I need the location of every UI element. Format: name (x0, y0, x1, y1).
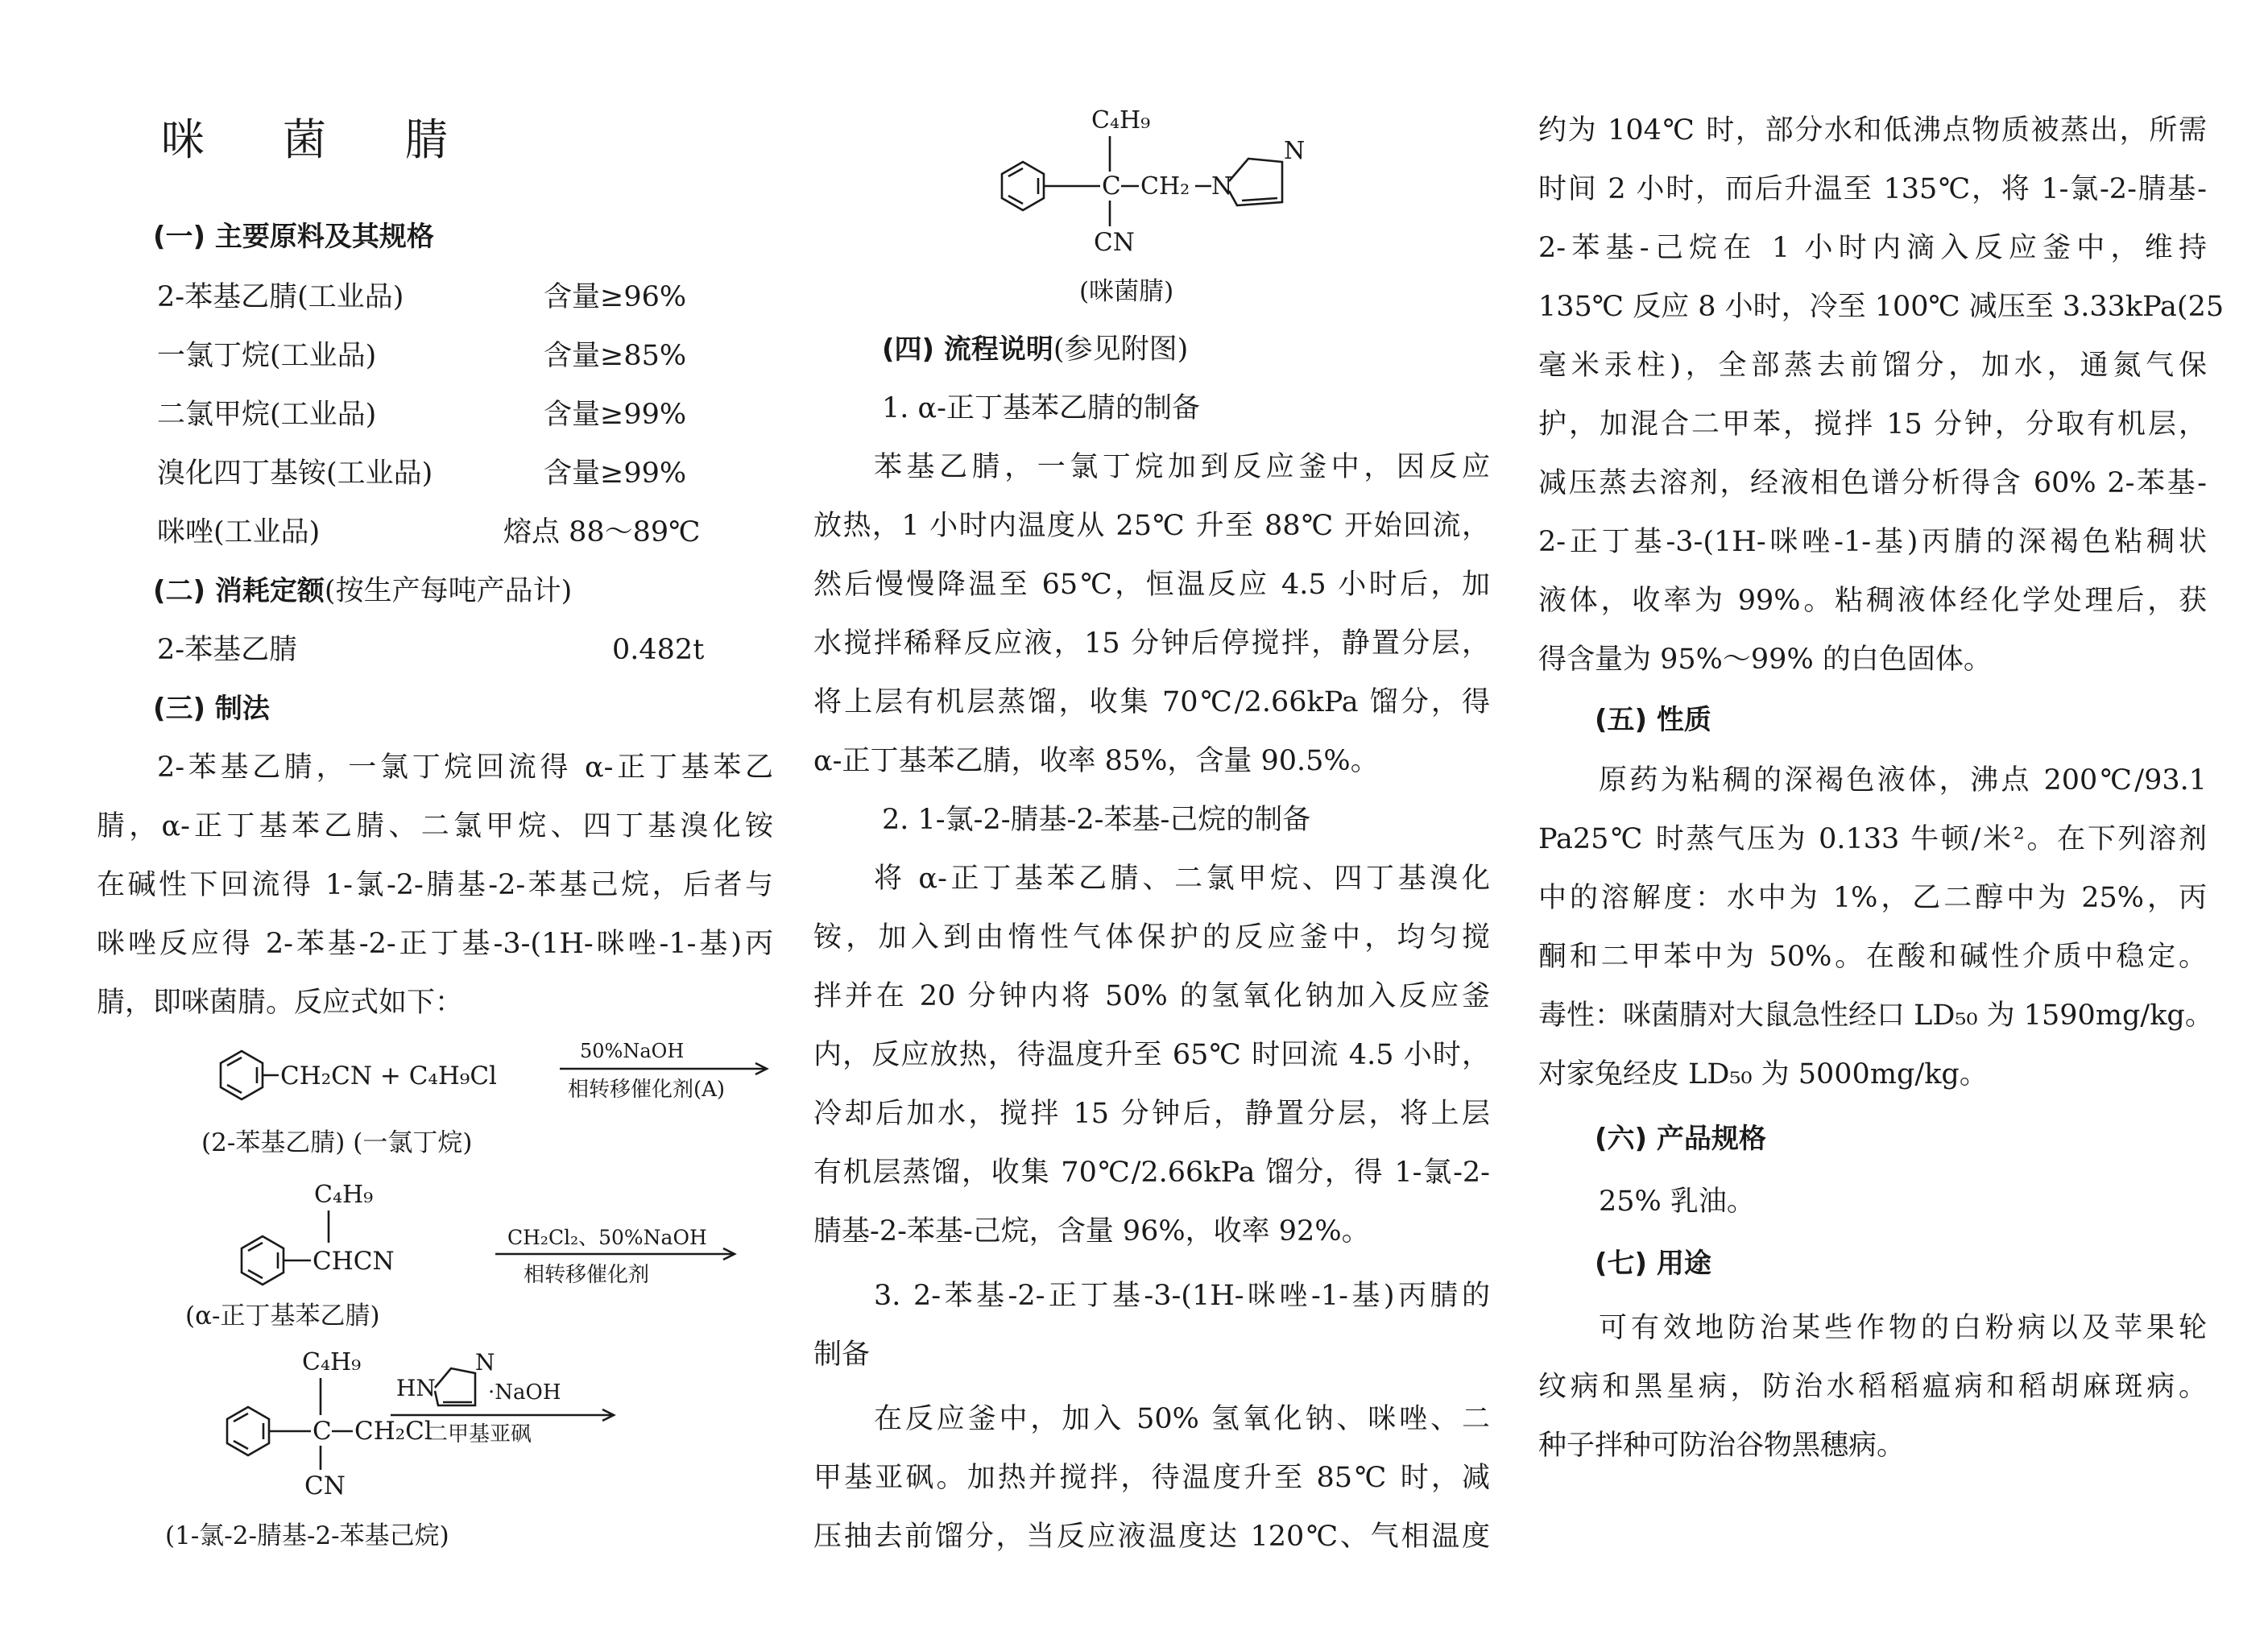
nitrile-group: CN (1094, 228, 1135, 257)
step-3-cont-line: 时间 2 小时，而后升温至 135℃，将 1-氯-2-腈基- (1538, 173, 2207, 205)
section-3-heading: (三) 制法 (153, 693, 270, 725)
step-3-cont-line: 毫米汞柱)，全部蒸去前馏分，加水，通氮气保 (1538, 350, 2207, 382)
catalyst-label: 相转移催化剂(A) (568, 1078, 726, 1102)
product-caption: (咪菌腈) (1079, 277, 1174, 306)
step-3-cont-line: 护，加混合二甲苯，搅拌 15 分钟，分取有机层， (1538, 408, 2207, 441)
reaction-1-caption: (2-苯基乙腈) (一氯丁烷) (201, 1128, 473, 1157)
step-3-title: 3. 2-苯基-2-正丁基-3-(1H-咪唑-1-基)丙腈的 (874, 1280, 1490, 1312)
imidazole-ring (435, 1368, 475, 1405)
imidazole-n1: N (1211, 172, 1233, 201)
butyl-label: C₄H₉ (314, 1181, 374, 1209)
imidazole-nh: HN (396, 1375, 436, 1401)
material-name: 溴化四丁基铵(工业品) (157, 457, 433, 490)
usage-line: 可有效地防治某些作物的白粉病以及苹果轮 (1599, 1312, 2207, 1344)
base-label: ·NaOH (488, 1380, 561, 1405)
property-line: 酮和二甲苯中为 50%。在酸和碱性介质中稳定。 (1538, 941, 2207, 973)
step-1-line: 苯基乙腈，一氯丁烷加到反应釜中，因反应 (874, 451, 1490, 483)
step-3-cont-line: 液体，收率为 99%。粘稠液体经化学处理后，获 (1538, 585, 2207, 617)
step-1-line: 放热，1 小时内温度从 25℃ 升至 88℃ 开始回流， (813, 510, 1490, 542)
reagent-label: CH₂Cl₂、50%NaOH (507, 1226, 707, 1249)
step-1-line: 水搅拌稀释反应液，15 分钟后停搅拌，静置分层， (813, 627, 1490, 660)
material-spec: 含量≥99% (544, 399, 687, 431)
step-2-line: 有机层蒸馏，收集 70℃/2.66kPa 馏分，得 1-氯-2- (813, 1157, 1490, 1189)
section-6-heading: (六) 产品规格 (1595, 1123, 1766, 1155)
imidazole-n: N (475, 1349, 495, 1376)
intermediate-formula: CHCN (312, 1247, 395, 1276)
step-1-title: 1. α-正丁基苯乙腈的制备 (882, 392, 1200, 424)
consumption-value: 0.482t (612, 634, 705, 666)
reaction-3 (209, 1341, 773, 1510)
material-name: 一氯丁烷(工业品) (157, 340, 377, 372)
method-line: 咪唑反应得 2-苯基-2-正丁基-3-(1H-咪唑-1-基)丙 (97, 928, 773, 960)
step-2-line: 拌并在 20 分钟内将 50% 的氢氧化钠加入反应釜 (813, 980, 1490, 1012)
butyl-label: C₄H₉ (1091, 106, 1151, 135)
step-2-line: 腈基-2-苯基-己烷，含量 96%，收率 92%。 (813, 1215, 1370, 1248)
material-spec: 熔点 88～89℃ (503, 516, 701, 548)
material-name: 咪唑(工业品) (157, 516, 321, 548)
step-3-line: 在反应釜中，加入 50% 氢氧化钠、咪唑、二 (874, 1403, 1490, 1435)
section-2-heading: (二) 消耗定额 (153, 575, 325, 607)
step-2-line: 铵，加入到由惰性气体保护的反应釜中，均匀搅 (813, 921, 1490, 954)
material-spec: 含量≥99% (544, 457, 687, 490)
reactant-formula: CH₂CN + C₄H₉Cl (280, 1062, 497, 1091)
material-spec: 含量≥85% (544, 340, 687, 372)
step-3-cont-line: 约为 104℃ 时，部分水和低沸点物质被蒸出，所需 (1538, 114, 2207, 147)
step-1-line: α-正丁基苯乙腈，收率 85%，含量 90.5%。 (813, 745, 1379, 777)
reaction-2 (217, 1172, 773, 1309)
usage-line: 种子拌种可防治谷物黑穗病。 (1538, 1430, 1906, 1462)
property-line: Pa25℃ 时蒸气压为 0.133 牛顿/米²。在下列溶剂 (1538, 823, 2207, 855)
section-4-note: (参见附图) (1053, 333, 1189, 366)
page-title: 咪 菌 腈 (161, 114, 481, 165)
step-1-line: 然后慢慢降温至 65℃，恒温反应 4.5 小时后，加 (813, 569, 1490, 601)
property-line: 原药为粘稠的深褐色液体，沸点 200℃/93.1 (1599, 764, 2207, 797)
material-name: 2-苯基乙腈(工业品) (157, 281, 404, 313)
property-line: 对家兔经皮 LD₅₀ 为 5000mg/kg。 (1538, 1058, 1988, 1091)
step-3-line: 压抽去前馏分，当反应液温度达 120℃、气相温度 (813, 1521, 1490, 1553)
section-4-heading: (四) 流程说明 (882, 333, 1053, 366)
section-1-heading: (一) 主要原料及其规格 (153, 221, 434, 253)
quaternary-carbon: C (1102, 172, 1121, 201)
reaction-3-caption: (1-氯-2-腈基-2-苯基己烷) (165, 1521, 449, 1550)
step-3-cont-line: 得含量为 95%～99% 的白色固体。 (1538, 644, 1992, 676)
catalyst-label: 相转移催化剂 (524, 1263, 650, 1287)
imidazole-n3: N (1284, 137, 1306, 165)
step-3-cont-line: 2-正丁基-3-(1H-咪唑-1-基)丙腈的深褐色粘稠状 (1538, 526, 2207, 558)
material-spec: 含量≥96% (544, 281, 687, 313)
step-3-cont-line: 135℃ 反应 8 小时，冷至 100℃ 减压至 3.33kPa(25 (1538, 291, 2225, 323)
step-2-title: 2. 1-氯-2-腈基-2-苯基-己烷的制备 (882, 804, 1311, 836)
product-spec: 25% 乳油。 (1599, 1186, 1755, 1218)
reagent-label: 50%NaOH (580, 1040, 685, 1062)
step-3-line: 甲基亚砜。加热并搅拌，待温度升至 85℃ 时，减 (813, 1462, 1490, 1494)
usage-line: 纹病和黑星病，防治水稻稻瘟病和稻胡麻斑病。 (1538, 1371, 2207, 1403)
reaction-2-caption: (α-正丁基苯乙腈) (185, 1302, 380, 1331)
step-3-title-cont: 制备 (813, 1339, 871, 1371)
step-3-cont-line: 2-苯基-己烷在 1 小时内滴入反应釜中，维持 (1538, 232, 2207, 264)
step-3-cont-line: 减压蒸去溶剂，经液相色谱分析得含 60% 2-苯基- (1538, 467, 2207, 499)
property-line: 毒性：咪菌腈对大鼠急性经口 LD₅₀ 为 1590mg/kg。 (1538, 999, 2213, 1032)
method-line: 2-苯基乙腈，一氯丁烷回流得 α-正丁基苯乙 (157, 751, 773, 784)
step-1-line: 将上层有机层蒸馏，收集 70℃/2.66kPa 馏分，得 (813, 686, 1490, 718)
section-7-heading: (七) 用途 (1595, 1248, 1711, 1280)
section-2-heading-wrap (153, 572, 572, 610)
method-line: 腈，即咪菌腈。反应式如下： (97, 987, 464, 1019)
property-line: 中的溶解度：水中为 1%，乙二醇中为 25%，丙 (1538, 882, 2207, 914)
section-4-heading-wrap (882, 330, 1188, 369)
solvent-label: 二甲基亚砜 (427, 1422, 532, 1446)
step-2-line: 将 α-正丁基苯乙腈、二氯甲烷、四丁基溴化 (874, 863, 1490, 895)
method-line: 在碱性下回流得 1-氯-2-腈基-2-苯基己烷，后者与 (97, 869, 773, 901)
product-structure (983, 101, 1321, 262)
step-2-line: 内，反应放热，待温度升至 65℃ 时回流 4.5 小时， (813, 1039, 1490, 1071)
section-5-heading: (五) 性质 (1595, 704, 1711, 736)
methylene-group: CH₂ (1140, 172, 1190, 201)
chloromethyl-group: CH₂Cl (354, 1417, 432, 1446)
section-2-note: (按生产每吨产品计) (324, 575, 573, 607)
butyl-label: C₄H₉ (302, 1348, 362, 1376)
step-2-line: 冷却后加水，搅拌 15 分钟后，静置分层，将上层 (813, 1098, 1490, 1130)
quaternary-carbon: C (312, 1417, 332, 1446)
nitrile-group: CN (304, 1471, 346, 1500)
consumption-name: 2-苯基乙腈 (157, 634, 298, 666)
method-line: 腈，α-正丁基苯乙腈、二氯甲烷、四丁基溴化铵 (97, 810, 773, 842)
material-name: 二氯甲烷(工业品) (157, 399, 377, 431)
